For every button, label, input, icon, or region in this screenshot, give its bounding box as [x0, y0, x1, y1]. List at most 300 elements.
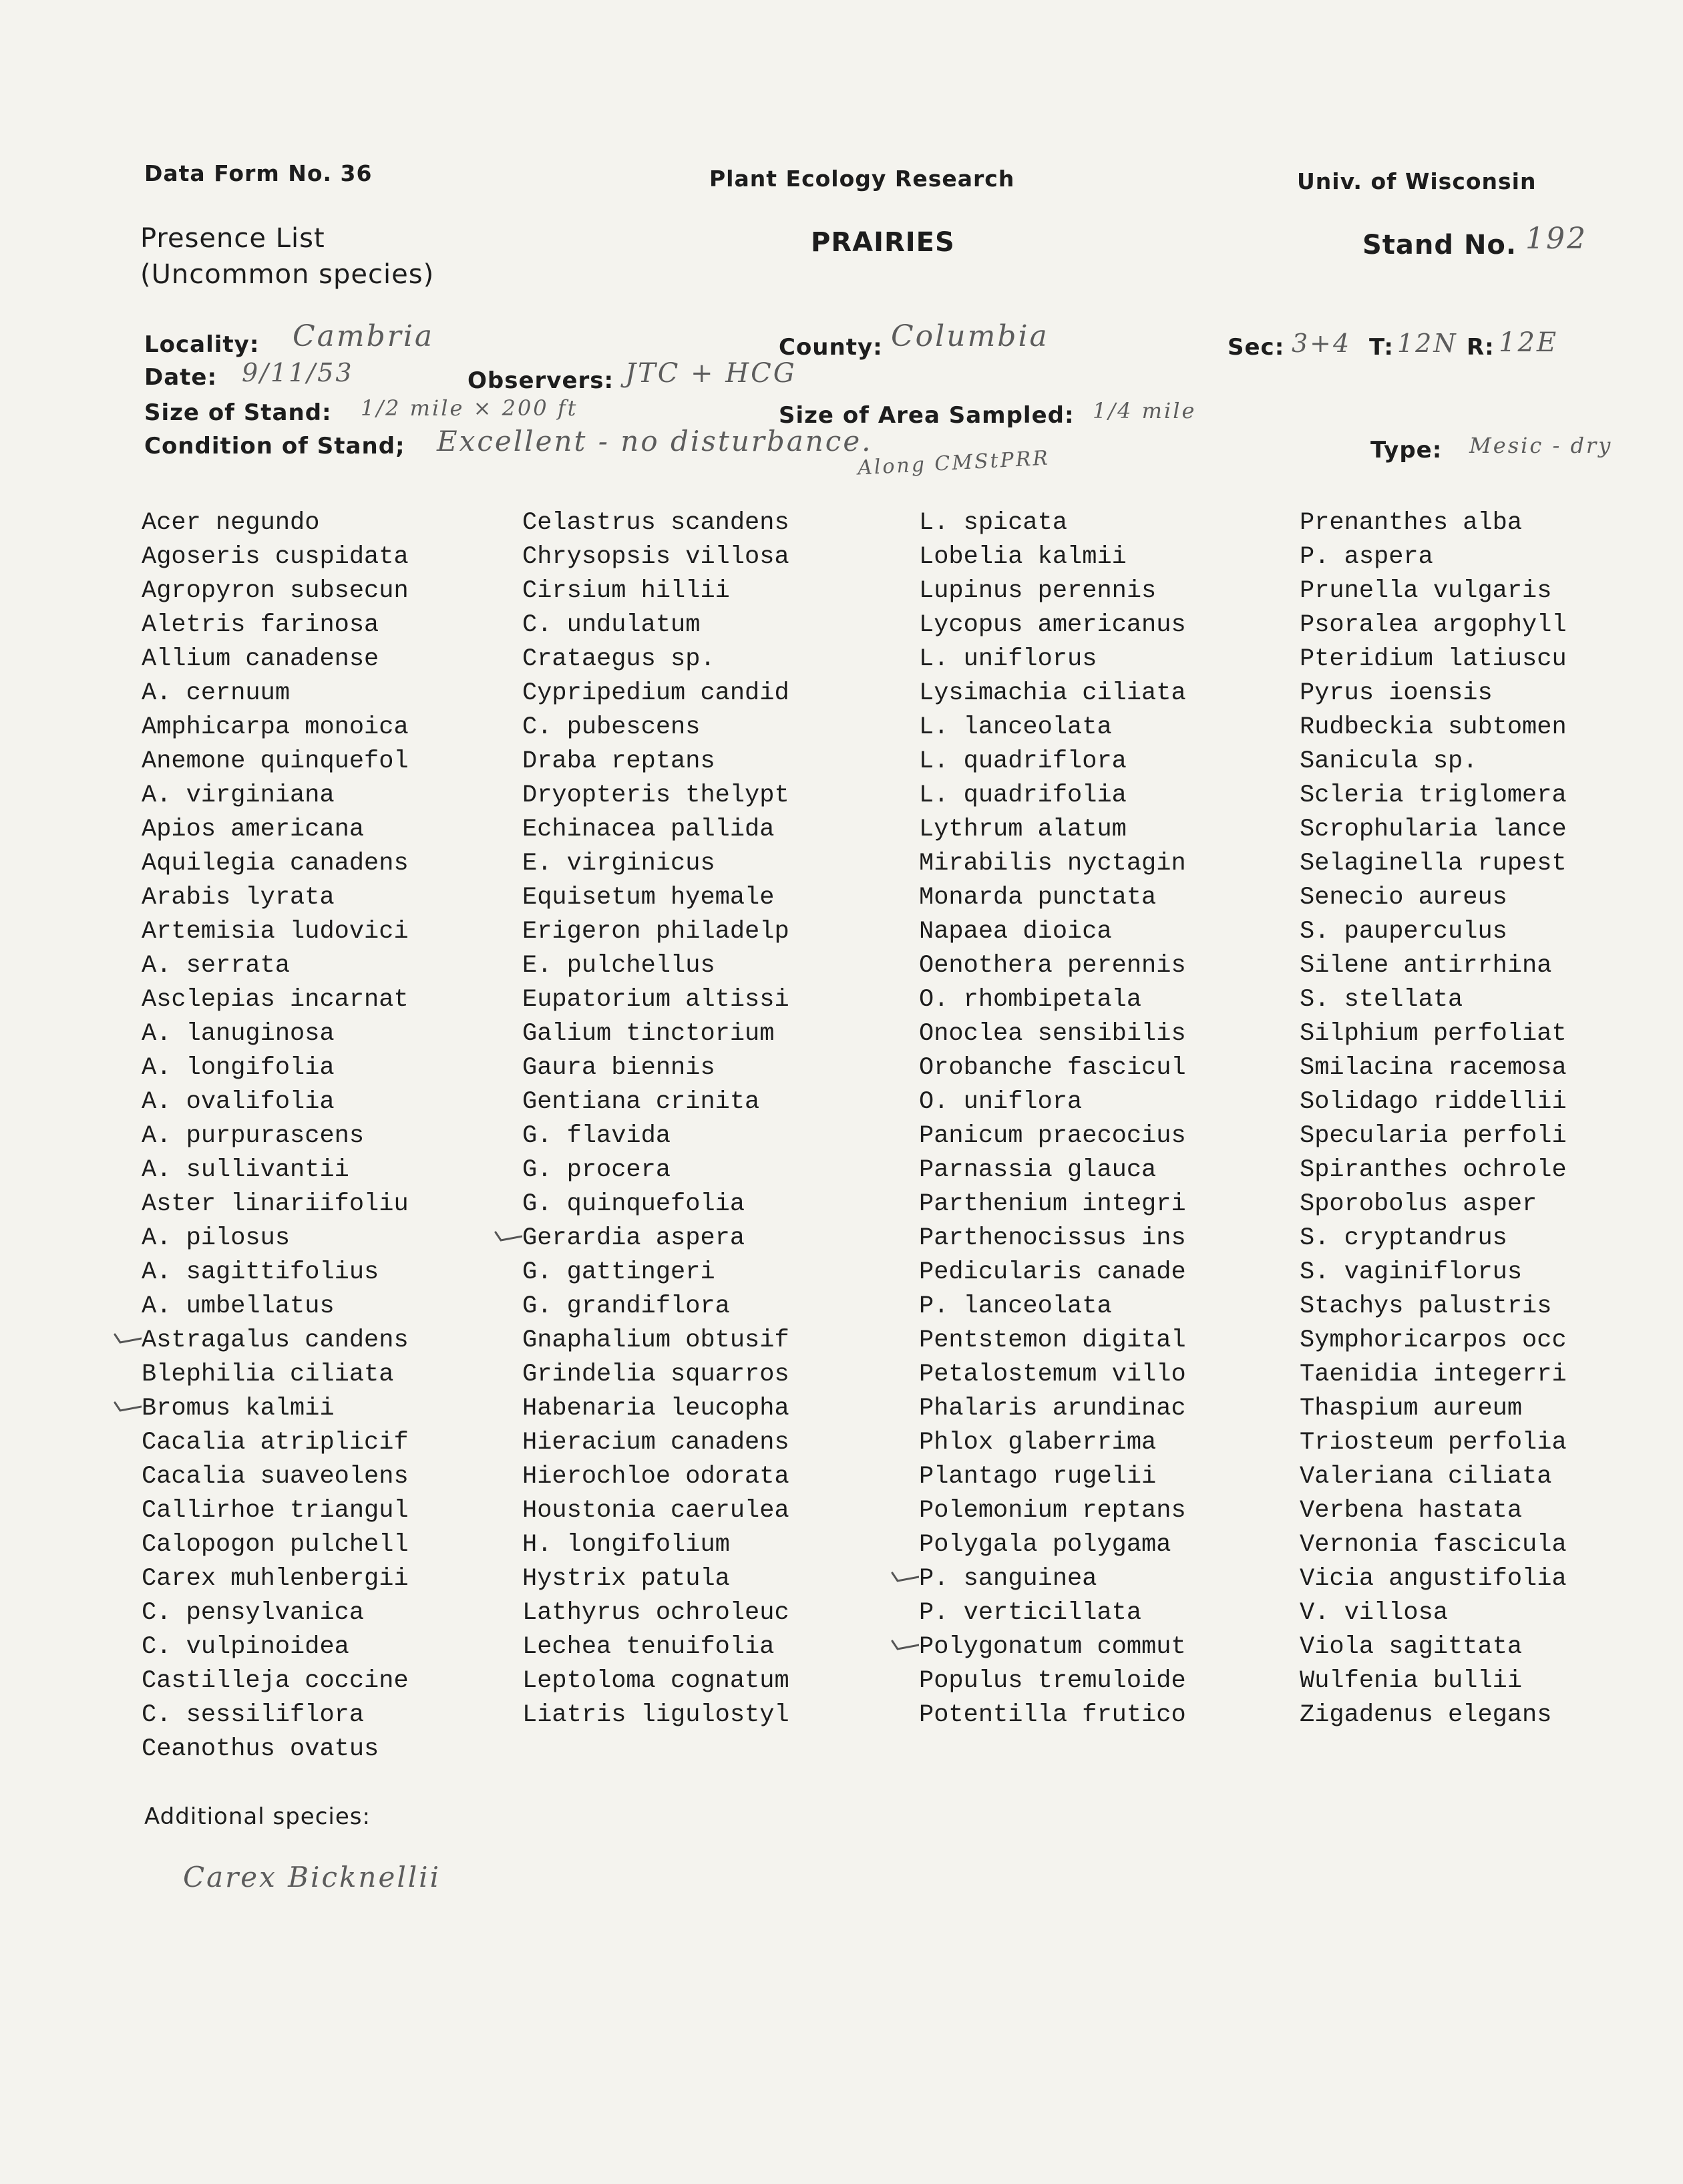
species-name: G. procera	[522, 1156, 671, 1184]
species-item	[522, 915, 789, 949]
species-item	[1300, 643, 1567, 677]
species-item	[919, 1153, 1186, 1188]
species-item	[1300, 915, 1567, 949]
species-item	[1300, 1562, 1567, 1596]
species-name: Symphoricarpos occ	[1300, 1326, 1567, 1354]
species-item	[522, 1085, 789, 1119]
species-item	[1300, 608, 1567, 643]
species-name: V. villosa	[1300, 1599, 1449, 1627]
species-item	[1300, 745, 1567, 779]
species-item	[919, 779, 1186, 813]
species-item	[1300, 574, 1567, 608]
species-name: H. longifolium	[522, 1531, 730, 1559]
species-item	[522, 1188, 789, 1222]
species-name: Aster linariifoliu	[142, 1190, 409, 1218]
species-item	[522, 1324, 789, 1358]
species-item	[142, 1358, 409, 1392]
species-item	[522, 1017, 789, 1051]
species-item	[142, 1426, 409, 1460]
species-name: P. sanguinea	[919, 1565, 1097, 1593]
species-name: S. stellata	[1300, 986, 1463, 1014]
species-name: C. vulpinoidea	[142, 1633, 349, 1661]
species-name: S. cryptandrus	[1300, 1224, 1507, 1252]
species-item	[522, 1426, 789, 1460]
check-mark-icon	[890, 1638, 919, 1653]
species-name: Echinacea pallida	[522, 815, 775, 844]
species-item	[142, 779, 409, 813]
species-item	[1300, 1426, 1567, 1460]
species-name: Lycopus americanus	[919, 611, 1186, 639]
species-item	[1300, 1460, 1567, 1494]
size-of-stand-value: 1/2 mile × 200 ft	[361, 395, 578, 421]
species-item	[1300, 1630, 1567, 1664]
species-name: Solidago riddellii	[1300, 1088, 1567, 1116]
species-item	[522, 574, 789, 608]
species-name: L. quadriflora	[919, 747, 1127, 775]
species-item	[142, 643, 409, 677]
organization: Plant Ecology Research	[709, 166, 1015, 192]
species-name: Pedicularis canade	[919, 1258, 1186, 1286]
species-name: C. pubescens	[522, 713, 701, 741]
species-name: Phalaris arundinac	[919, 1395, 1186, 1423]
species-item	[142, 1188, 409, 1222]
species-name: Grindelia squarros	[522, 1360, 789, 1389]
species-name: A. purpurascens	[142, 1122, 365, 1150]
species-name: P. aspera	[1300, 543, 1433, 571]
species-name: A. longifolia	[142, 1054, 335, 1082]
species-name: Triosteum perfolia	[1300, 1429, 1567, 1457]
species-item	[522, 1256, 789, 1290]
species-name: Plantago rugelii	[919, 1463, 1157, 1491]
species-column-3	[919, 506, 1186, 1733]
species-item	[1300, 506, 1567, 540]
species-item	[522, 643, 789, 677]
species-item	[522, 779, 789, 813]
species-name: A. sagittifolius	[142, 1258, 379, 1286]
species-name: Apios americana	[142, 815, 365, 844]
species-name: Parthenocissus ins	[919, 1224, 1186, 1252]
species-item	[522, 1222, 789, 1256]
species-item	[1300, 1119, 1567, 1153]
species-item	[919, 1256, 1186, 1290]
species-item	[522, 745, 789, 779]
species-item	[142, 915, 409, 949]
species-item	[1300, 540, 1567, 574]
species-name: Taenidia integerri	[1300, 1360, 1567, 1389]
date-label: Date:	[144, 364, 218, 391]
species-name: Phlox glaberrima	[919, 1429, 1157, 1457]
species-item	[919, 1290, 1186, 1324]
species-item	[1300, 949, 1567, 983]
observers-label: Observers:	[467, 367, 614, 394]
species-item	[522, 677, 789, 711]
species-item	[142, 1733, 409, 1767]
species-name: A. serrata	[142, 952, 291, 980]
species-item	[142, 1460, 409, 1494]
species-item	[522, 881, 789, 915]
species-name: Asclepias incarnat	[142, 986, 409, 1014]
species-item	[1300, 1222, 1567, 1256]
species-item	[522, 1119, 789, 1153]
species-name: Pyrus ioensis	[1300, 679, 1493, 707]
species-item	[522, 1664, 789, 1698]
species-item	[919, 608, 1186, 643]
species-name: Callirhoe triangul	[142, 1497, 409, 1525]
species-column-4	[1300, 506, 1567, 1733]
species-name: Allium canadense	[142, 645, 379, 673]
species-name: Hierochloe odorata	[522, 1463, 789, 1491]
species-name: Spiranthes ochrole	[1300, 1156, 1567, 1184]
form-number: Data Form No. 36	[144, 160, 373, 186]
species-item	[142, 540, 409, 574]
size-of-area-value: 1/4 mile	[1093, 398, 1197, 423]
species-name: Gnaphalium obtusif	[522, 1326, 789, 1354]
species-name: Galium tinctorium	[522, 1020, 775, 1048]
species-item	[142, 847, 409, 881]
species-name: Polygonatum commut	[919, 1633, 1186, 1661]
species-item	[919, 643, 1186, 677]
species-name: A. virginiana	[142, 781, 335, 809]
species-name: Silene antirrhina	[1300, 952, 1552, 980]
species-item	[1300, 711, 1567, 745]
species-item	[522, 540, 789, 574]
species-item	[919, 949, 1186, 983]
species-name: C. pensylvanica	[142, 1599, 365, 1627]
species-item	[919, 1188, 1186, 1222]
species-name: Polemonium reptans	[919, 1497, 1186, 1525]
species-item	[1300, 1256, 1567, 1290]
species-item	[522, 813, 789, 847]
species-name: Napaea dioica	[919, 918, 1112, 946]
species-item	[919, 1596, 1186, 1630]
species-item	[142, 1324, 409, 1358]
species-name: A. pilosus	[142, 1224, 291, 1252]
species-item	[1300, 1085, 1567, 1119]
species-item	[142, 1528, 409, 1562]
species-column-2	[522, 506, 789, 1733]
species-name: Zigadenus elegans	[1300, 1701, 1552, 1729]
species-name: Equisetum hyemale	[522, 884, 775, 912]
species-name: Parnassia glauca	[919, 1156, 1157, 1184]
species-name: Monarda punctata	[919, 884, 1157, 912]
species-name: L. uniflorus	[919, 645, 1097, 673]
check-mark-icon	[493, 1230, 522, 1244]
observers-value: JTC + HCG	[625, 358, 797, 389]
species-item	[919, 1630, 1186, 1664]
species-item	[522, 506, 789, 540]
species-name: Verbena hastata	[1300, 1497, 1523, 1525]
species-name: Bromus kalmii	[142, 1395, 335, 1423]
species-item	[522, 1392, 789, 1426]
species-item	[142, 949, 409, 983]
species-name: Populus tremuloide	[919, 1667, 1186, 1695]
species-item	[1300, 847, 1567, 881]
species-name: Amphicarpa monoica	[142, 713, 409, 741]
species-name: Prunella vulgaris	[1300, 577, 1552, 605]
species-name: Potentilla frutico	[919, 1701, 1186, 1729]
species-item	[1300, 1153, 1567, 1188]
species-name: Senecio aureus	[1300, 884, 1507, 912]
species-item	[142, 1494, 409, 1528]
species-item	[919, 813, 1186, 847]
species-item	[1300, 1290, 1567, 1324]
species-name: G. grandiflora	[522, 1292, 730, 1320]
species-item	[522, 1596, 789, 1630]
species-name: Cacalia atriplicif	[142, 1429, 409, 1457]
species-item	[1300, 1596, 1567, 1630]
species-item	[142, 1630, 409, 1664]
locality-value: Cambria	[293, 319, 435, 353]
species-name: S. vaginiflorus	[1300, 1258, 1523, 1286]
species-item	[919, 1426, 1186, 1460]
species-name: G. flavida	[522, 1122, 671, 1150]
species-name: Arabis lyrata	[142, 884, 335, 912]
stand-number: 192	[1525, 222, 1587, 256]
species-name: Lathyrus ochroleuc	[522, 1599, 789, 1627]
species-name: L. quadrifolia	[919, 781, 1127, 809]
species-item	[522, 1630, 789, 1664]
species-item	[142, 745, 409, 779]
species-name: Scrophularia lance	[1300, 815, 1567, 844]
species-item	[1300, 881, 1567, 915]
species-name: L. spicata	[919, 509, 1068, 537]
species-item	[142, 1698, 409, 1733]
species-name: Draba reptans	[522, 747, 715, 775]
species-name: Sanicula sp.	[1300, 747, 1478, 775]
species-column-1	[142, 506, 409, 1767]
species-name: Stachys palustris	[1300, 1292, 1552, 1320]
species-item	[919, 506, 1186, 540]
species-item	[522, 983, 789, 1017]
species-item	[142, 1256, 409, 1290]
species-name: Wulfenia bullii	[1300, 1667, 1523, 1695]
species-name: Dryopteris thelypt	[522, 781, 789, 809]
species-name: Thaspium aureum	[1300, 1395, 1523, 1423]
species-name: P. verticillata	[919, 1599, 1142, 1627]
list-title: Presence List	[140, 223, 325, 254]
species-item	[1300, 1324, 1567, 1358]
type-value: Mesic - dry	[1469, 433, 1613, 458]
species-name: Lythrum alatum	[919, 815, 1127, 844]
species-item	[919, 915, 1186, 949]
sec-label: Sec:	[1228, 334, 1285, 361]
category-title: PRAIRIES	[811, 227, 955, 258]
township-value: 12N	[1397, 329, 1458, 358]
stand-label: Stand No.	[1362, 230, 1517, 260]
species-name: Chrysopsis villosa	[522, 543, 789, 571]
check-mark-icon	[890, 1570, 919, 1585]
species-item	[142, 983, 409, 1017]
species-name: Orobanche fascicul	[919, 1054, 1186, 1082]
species-name: Lupinus perennis	[919, 577, 1157, 605]
species-name: G. quinquefolia	[522, 1190, 745, 1218]
species-name: Vernonia fascicula	[1300, 1531, 1567, 1559]
condition-note: Along CMStPRR	[857, 446, 1051, 480]
species-name: Hystrix patula	[522, 1565, 730, 1593]
species-item	[919, 1392, 1186, 1426]
species-item	[142, 506, 409, 540]
species-name: Oenothera perennis	[919, 952, 1186, 980]
species-name: Gerardia aspera	[522, 1224, 745, 1252]
species-name: Aquilegia canadens	[142, 850, 409, 878]
species-item	[919, 1358, 1186, 1392]
species-item	[919, 1460, 1186, 1494]
additional-species-value: Carex Bicknellii	[183, 1861, 441, 1893]
species-name: Liatris ligulostyl	[522, 1701, 789, 1729]
species-name: Scleria triglomera	[1300, 781, 1567, 809]
species-name: Polygala polygama	[919, 1531, 1171, 1559]
species-item	[142, 1085, 409, 1119]
species-item	[1300, 1698, 1567, 1733]
species-name: Castilleja coccine	[142, 1667, 409, 1695]
species-name: Leptoloma cognatum	[522, 1667, 789, 1695]
species-item	[142, 1664, 409, 1698]
species-item	[1300, 779, 1567, 813]
species-name: A. umbellatus	[142, 1292, 335, 1320]
species-item	[522, 608, 789, 643]
check-mark-icon	[112, 1400, 142, 1415]
township-label: T:	[1369, 334, 1394, 361]
species-item	[919, 1494, 1186, 1528]
species-item	[1300, 1051, 1567, 1085]
species-name: Smilacina racemosa	[1300, 1054, 1567, 1082]
range-value: 12E	[1499, 327, 1559, 358]
species-name: Agoseris cuspidata	[142, 543, 409, 571]
species-name: E. virginicus	[522, 850, 715, 878]
species-name: S. pauperculus	[1300, 918, 1507, 946]
species-item	[142, 1222, 409, 1256]
species-item	[1300, 677, 1567, 711]
species-name: Blephilia ciliata	[142, 1360, 394, 1389]
species-item	[919, 1017, 1186, 1051]
species-item	[919, 1051, 1186, 1085]
species-item	[522, 1562, 789, 1596]
species-name: Gentiana crinita	[522, 1088, 760, 1116]
condition-label: Condition of Stand;	[144, 433, 405, 460]
species-item	[522, 1460, 789, 1494]
size-of-stand-label: Size of Stand:	[144, 399, 332, 426]
county-label: County:	[779, 334, 883, 361]
species-item	[142, 1392, 409, 1426]
species-item	[142, 711, 409, 745]
species-name: Calopogon pulchell	[142, 1531, 409, 1559]
species-item	[1300, 1664, 1567, 1698]
type-label: Type:	[1370, 437, 1443, 464]
species-name: Lechea tenuifolia	[522, 1633, 775, 1661]
species-name: Agropyron subsecun	[142, 577, 409, 605]
species-item	[919, 1698, 1186, 1733]
species-name: Astragalus candens	[142, 1326, 409, 1354]
species-item	[1300, 1188, 1567, 1222]
species-name: Aletris farinosa	[142, 611, 379, 639]
species-name: E. pulchellus	[522, 952, 715, 980]
species-item	[919, 1119, 1186, 1153]
species-name: Crataegus sp.	[522, 645, 715, 673]
species-item	[142, 1051, 409, 1085]
species-name: Carex muhlenbergii	[142, 1565, 409, 1593]
species-name: Cirsium hillii	[522, 577, 730, 605]
species-name: Viola sagittata	[1300, 1633, 1523, 1661]
species-item	[142, 1596, 409, 1630]
date-value: 9/11/53	[242, 358, 354, 387]
species-name: G. gattingeri	[522, 1258, 715, 1286]
species-name: Anemone quinquefol	[142, 747, 409, 775]
species-name: Cacalia suaveolens	[142, 1463, 409, 1491]
species-name: A. cernuum	[142, 679, 291, 707]
species-name: Artemisia ludovici	[142, 918, 409, 946]
species-name: Celastrus scandens	[522, 509, 789, 537]
species-item	[522, 1153, 789, 1188]
species-item	[1300, 813, 1567, 847]
species-item	[522, 1698, 789, 1733]
species-name: Cypripedium candid	[522, 679, 789, 707]
species-name: Selaginella rupest	[1300, 850, 1567, 878]
species-item	[1300, 1017, 1567, 1051]
species-item	[522, 1494, 789, 1528]
species-item	[1300, 1494, 1567, 1528]
species-item	[1300, 1392, 1567, 1426]
species-name: Eupatorium altissi	[522, 986, 789, 1014]
species-item	[919, 540, 1186, 574]
species-name: Specularia perfoli	[1300, 1122, 1567, 1150]
species-item	[522, 847, 789, 881]
species-name: O. rhombipetala	[919, 986, 1142, 1014]
species-name: Lysimachia ciliata	[919, 679, 1186, 707]
species-name: Vicia angustifolia	[1300, 1565, 1567, 1593]
species-item	[919, 745, 1186, 779]
species-name: Silphium perfoliat	[1300, 1020, 1567, 1048]
species-item	[522, 1528, 789, 1562]
species-name: A. ovalifolia	[142, 1088, 335, 1116]
university: Univ. of Wisconsin	[1297, 168, 1537, 194]
species-name: O. uniflora	[919, 1088, 1083, 1116]
species-name: C. undulatum	[522, 611, 701, 639]
species-name: Parthenium integri	[919, 1190, 1186, 1218]
species-name: Houstonia caerulea	[522, 1497, 789, 1525]
species-name: Petalostemum villo	[919, 1360, 1186, 1389]
species-item	[142, 1153, 409, 1188]
species-name: Pentstemon digital	[919, 1326, 1186, 1354]
range-label: R:	[1467, 334, 1495, 361]
species-item	[522, 711, 789, 745]
size-of-area-label: Size of Area Sampled:	[779, 402, 1075, 429]
species-item	[142, 813, 409, 847]
species-name: Habenaria leucopha	[522, 1395, 789, 1423]
species-name: Onoclea sensibilis	[919, 1020, 1186, 1048]
species-item	[919, 847, 1186, 881]
species-item	[522, 1290, 789, 1324]
species-name: A. sullivantii	[142, 1156, 349, 1184]
species-item	[919, 677, 1186, 711]
species-name: Prenanthes alba	[1300, 509, 1523, 537]
species-item	[919, 881, 1186, 915]
species-item	[142, 1119, 409, 1153]
species-item	[142, 608, 409, 643]
species-item	[522, 1358, 789, 1392]
species-item	[142, 1017, 409, 1051]
species-item	[919, 1664, 1186, 1698]
species-name: L. lanceolata	[919, 713, 1112, 741]
species-item	[142, 1290, 409, 1324]
species-name: Lobelia kalmii	[919, 543, 1127, 571]
species-name: Valeriana ciliata	[1300, 1463, 1552, 1491]
list-subtitle: (Uncommon species)	[140, 259, 435, 290]
species-item	[919, 574, 1186, 608]
species-item	[1300, 1528, 1567, 1562]
species-name: Ceanothus ovatus	[142, 1735, 379, 1763]
species-item	[1300, 1358, 1567, 1392]
species-item	[142, 1562, 409, 1596]
